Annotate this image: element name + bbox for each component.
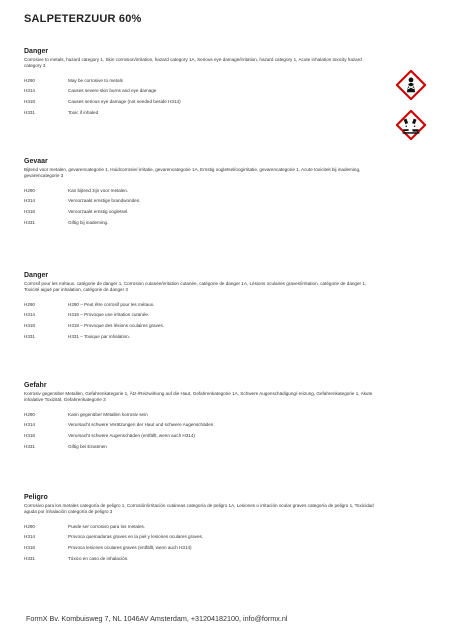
section-heading: Gefahr xyxy=(24,382,47,389)
hazard-statement xyxy=(24,412,376,423)
hazard-text: Giftig bei Einatmen xyxy=(68,443,107,449)
hazard-text: Causes severe skin burns and eye damage xyxy=(68,88,157,94)
hazard-section-fr xyxy=(24,272,376,345)
ghs-health-hazard-pictogram xyxy=(396,70,426,100)
section-description: Corrosif pour les métaux, catégorie de danger 1, Corrosion cutanée/irritation cutanée, catégorie de danger 1A, Lésions oculaires graves/irritation, catégorie de danger 1, Toxicité aiguë par inhalation, catégorie de danger 3 xyxy=(24,281,367,292)
hazard-text: Veroorzaakt ernstig oogletsel. xyxy=(68,209,129,215)
ghs-corrosion-pictogram xyxy=(396,110,426,140)
hazard-code: H290 xyxy=(24,77,35,83)
hazard-code: H331 xyxy=(24,219,35,225)
hazard-code: H290 xyxy=(24,187,35,193)
document-title: SALPETERZUUR 60% xyxy=(24,13,142,25)
hazard-code: H314 xyxy=(24,312,35,318)
hazard-code: H290 xyxy=(24,523,35,529)
section-heading: Gevaar xyxy=(24,158,48,165)
hazard-statement-list xyxy=(24,78,376,121)
hazard-statement xyxy=(24,312,376,323)
hazard-statement xyxy=(24,78,376,89)
hazard-text: H318 – Provoque des lésions oculaires graves. xyxy=(68,323,165,329)
hazard-statement xyxy=(24,209,376,220)
hazard-code: H314 xyxy=(24,422,35,428)
hazard-code: H318 xyxy=(24,433,35,439)
hazard-section-nl xyxy=(24,158,376,231)
hazard-code: H314 xyxy=(24,88,35,94)
hazard-statement xyxy=(24,110,376,121)
hazard-code: H331 xyxy=(24,555,35,561)
hazard-text: Verursacht schwere Augenschäden (entfällt, wenn auch H314) xyxy=(68,433,195,439)
hazard-code: H331 xyxy=(24,443,35,449)
section-description: Bijtend voor metalen, gevarencategorie 1, Huidcorrosie/-irritatie, gevarencategorie 1A, Ernstig oogletsel/oogirritatie, gevarencategorie 1, Acute toxiciteit bij inademing, gevarencategorie 3 xyxy=(24,167,361,178)
hazard-code: H314 xyxy=(24,198,35,204)
hazard-statement xyxy=(24,188,376,199)
section-heading: Peligro xyxy=(24,494,48,501)
hazard-text: Verursacht schwere Verätzungen der Haut und schwere Augenschäden xyxy=(68,422,214,428)
hazard-code: H290 xyxy=(24,301,35,307)
hazard-text: May be corrosive to metals xyxy=(68,77,123,83)
hazard-text: H315 – Provoque une irritation cutanée. xyxy=(68,312,150,318)
hazard-statement-list xyxy=(24,188,376,231)
hazard-code: H318 xyxy=(24,99,35,105)
hazard-statement xyxy=(24,220,376,231)
hazard-text: Provoca lesiones oculares graves (entfällt, wenn auch H314) xyxy=(68,545,192,551)
section-description: Corrosive to metals, hazard category 1, Skin corrosion/irritation, hazard category 1A, Serious eye damage/irritation, hazard category 1, Acute inhalation toxicity hazard category 3 xyxy=(24,57,362,68)
hazard-statement xyxy=(24,99,376,110)
company-footer: FormX Bv. Kombuisweg 7, NL 1046AV Amsterdam, +31204182100, info@formx.nl xyxy=(26,614,288,623)
section-heading: Danger xyxy=(24,272,49,279)
hazard-section-de xyxy=(24,382,376,455)
hazard-statement xyxy=(24,524,376,535)
ghs-corrosion-icon xyxy=(396,110,426,140)
hazard-text: Provoca quemaduras graves en la piel y lesiones oculares graves. xyxy=(68,534,204,540)
hazard-statement xyxy=(24,88,376,99)
section-description: Korrosiv gegenüber Metallen, Gefahrenkategorie 1, Ätz-/Reizwirkung auf die Haut, Gefahrenkategorie 1A, Schwere Augenschädigung/-reizung, Gefahrenkategorie 1, Akute inhalative Toxizität, Gefahrenkategorie 3 xyxy=(24,391,373,402)
hazard-text: Causes serious eye damage (not needed beside H314) xyxy=(68,99,181,105)
hazard-statement xyxy=(24,302,376,313)
hazard-code: H318 xyxy=(24,209,35,215)
hazard-statement xyxy=(24,444,376,455)
hazard-statement xyxy=(24,433,376,444)
hazard-statement-list xyxy=(24,524,376,567)
hazard-section-es xyxy=(24,494,376,567)
section-heading: Danger xyxy=(24,48,49,55)
section-description: Corrosivo para los metales categoría de peligro 1, Corrosión/irritación cutáneas categoría de peligro 1A, Lesiones o irritación ocular graves categoría de peligro 1, Toxicidad aguda por inhalación categoría de peligro 3 xyxy=(24,503,374,514)
hazard-code: H314 xyxy=(24,534,35,540)
hazard-section-en xyxy=(24,48,376,121)
hazard-text: Giftig bij inademing. xyxy=(68,219,109,225)
hazard-text: H290 – Peut être corrosif pour les métaux. xyxy=(68,301,155,307)
hazard-statement-list xyxy=(24,412,376,455)
hazard-statement xyxy=(24,422,376,433)
hazard-statement xyxy=(24,545,376,556)
hazard-statement xyxy=(24,334,376,345)
hazard-code: H331 xyxy=(24,333,35,339)
hazard-code: H318 xyxy=(24,545,35,551)
hazard-statement-list xyxy=(24,302,376,345)
hazard-text: Tóxico en caso de inhalación. xyxy=(68,555,129,561)
hazard-text: Toxic if inhaled xyxy=(68,109,99,115)
hazard-code: H290 xyxy=(24,411,35,417)
hazard-text: Kann gegenüber Metallen korrosiv sein xyxy=(68,411,148,417)
hazard-code: H331 xyxy=(24,109,35,115)
hazard-statement xyxy=(24,534,376,545)
hazard-text: H331 – Toxique par inhalation. xyxy=(68,333,130,339)
hazard-text: Veroorzaakt ernstige brandwonden. xyxy=(68,198,141,204)
hazard-statement xyxy=(24,198,376,209)
hazard-text: Puede ser corrosivo para los metales. xyxy=(68,523,146,529)
hazard-statement xyxy=(24,323,376,334)
hazard-code: H318 xyxy=(24,323,35,329)
hazard-text: Kan bijtend zijn voor metalen. xyxy=(68,187,129,193)
ghs-health-hazard-icon xyxy=(396,70,426,100)
hazard-statement xyxy=(24,556,376,567)
